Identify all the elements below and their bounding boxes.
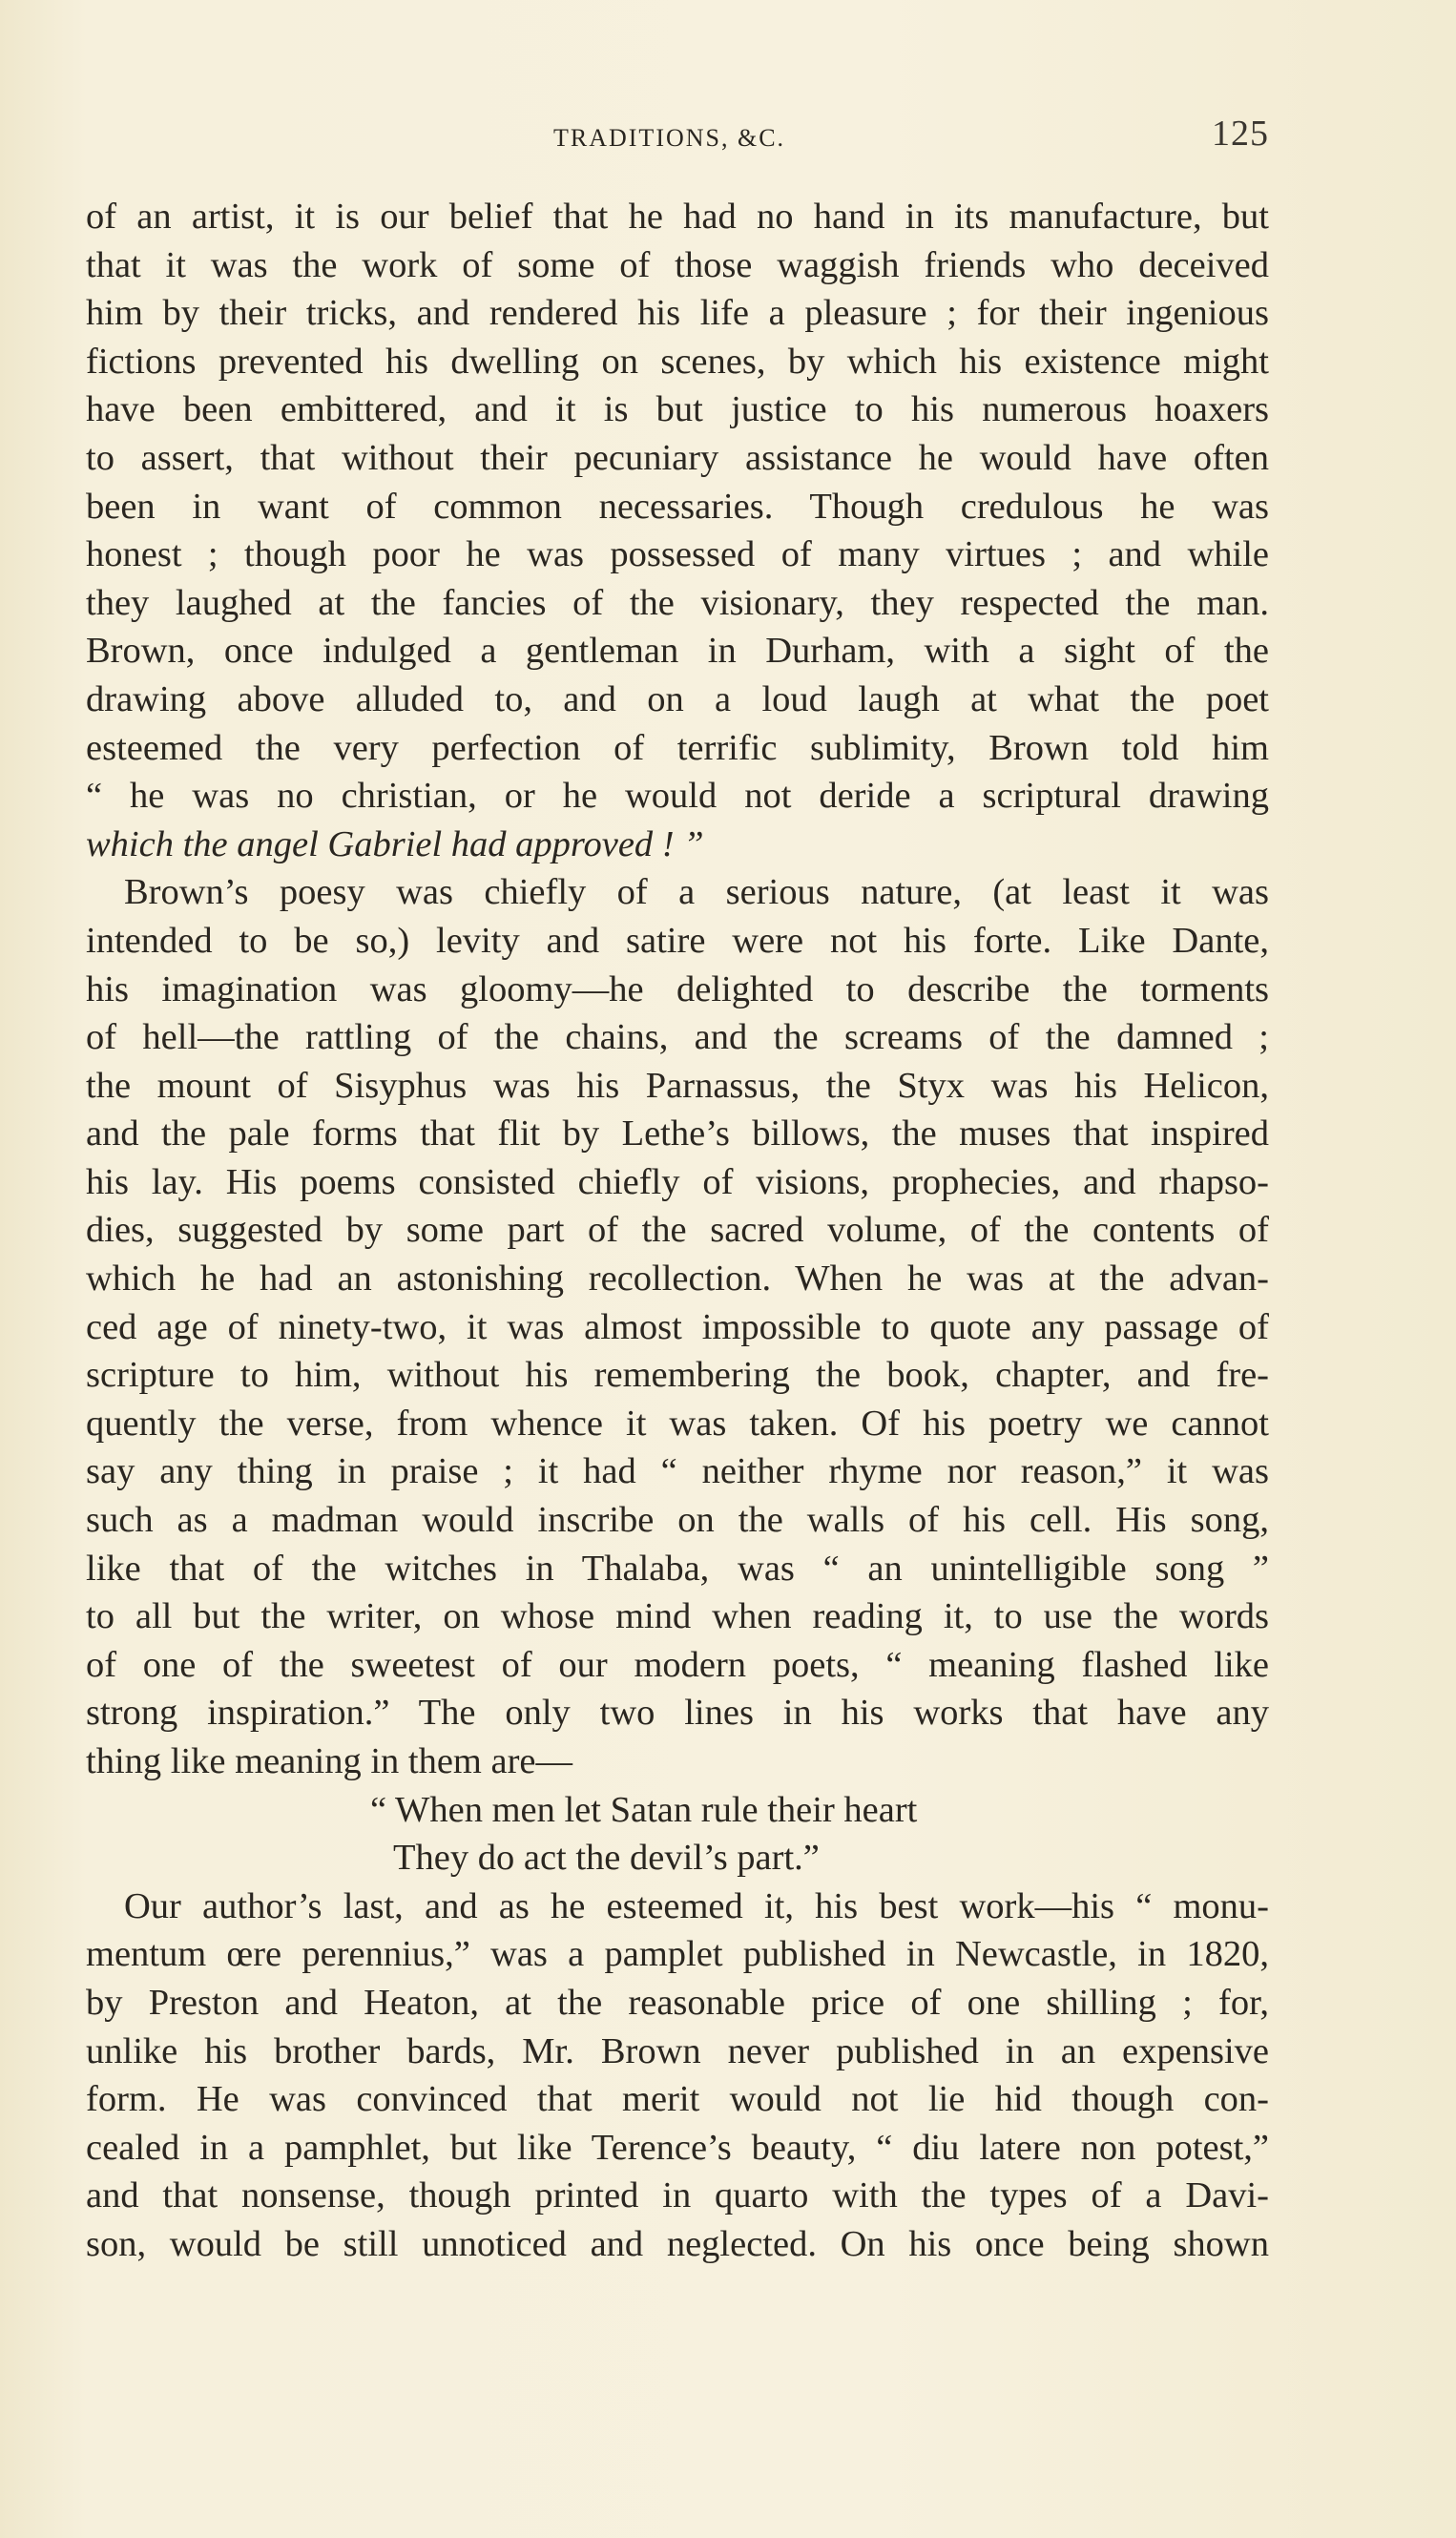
text-line: such as a madman would inscribe on the walls of his cell. His song,	[86, 1500, 1269, 1541]
text-line: drawing above alluded to, and on a loud laugh at what the poet	[86, 678, 1269, 719]
text-line: intended to be so,) levity and satire were not his forte. Like Dante,	[86, 920, 1269, 961]
text-line: mentum œre perennius,” was a pamplet published in Newcastle, in 1820,	[86, 1934, 1269, 1975]
running-title: TRADITIONS, &C.	[553, 124, 786, 152]
text-line: say any thing in praise ; it had “ neither rhyme nor reason,” it was	[86, 1451, 1269, 1492]
text-line: of hell—the rattling of the chains, and the screams of the damned ;	[86, 1017, 1269, 1058]
text-line: they laughed at the fancies of the visionary, they respected the man.	[86, 582, 1269, 623]
text-line: son, would be still unnoticed and neglected. On his once being shown	[86, 2223, 1269, 2264]
text-line: of an artist, it is our belief that he had no hand in its manufacture, but	[86, 197, 1269, 237]
text-line: and that nonsense, though printed in quarto with the types of a Davi-	[86, 2175, 1269, 2216]
text-line: ced age of ninety-two, it was almost impossible to quote any passage of	[86, 1306, 1269, 1347]
text-line: dies, suggested by some part of the sacred volume, of the contents of	[86, 1210, 1269, 1251]
text-line: to assert, that without their pecuniary assistance he would have often	[86, 437, 1269, 478]
text-line: like that of the witches in Thalaba, was “ an unintelligible song ”	[86, 1548, 1269, 1589]
text-line: and the pale forms that flit by Lethe’s billows, the muses that inspired	[86, 1113, 1269, 1155]
text-line-italic-quote: which the angel Gabriel had approved ! ”	[86, 823, 704, 864]
text-line: his lay. His poems consisted chiefly of visions, prophecies, and rhapso-	[86, 1161, 1269, 1202]
text-line: strong inspiration.” The only two lines in his works that have any	[86, 1693, 1269, 1734]
page-number: 125	[1212, 114, 1269, 154]
text-line: which he had an astonishing recollection. When he was at the advan-	[86, 1259, 1269, 1300]
verse-line: They do act the devil’s part.”	[393, 1838, 820, 1879]
text-line: “ he was no christian, or he would not deride a scriptural drawing	[86, 776, 1269, 817]
text-line: thing like meaning in them are—	[86, 1741, 572, 1781]
text-line: him by their tricks, and rendered his life a pleasure ; for their ingenious	[86, 293, 1269, 334]
text-line: form. He was convinced that merit would not lie hid though con-	[86, 2079, 1269, 2120]
body-text	[86, 193, 1269, 2269]
text-line: esteemed the very perfection of terrific sublimity, Brown told him	[86, 727, 1269, 768]
text-line: his imagination was gloomy—he delighted to describe the torments	[86, 968, 1269, 1009]
text-line: the mount of Sisyphus was his Parnassus, the Styx was his Helicon,	[86, 1065, 1269, 1106]
paragraph-start: Our author’s last, and as he esteemed it, his best work—his “ monu-	[124, 1885, 1269, 1926]
text-line: by Preston and Heaton, at the reasonable price of one shilling ; for,	[86, 1982, 1269, 2023]
text-line: been in want of common necessaries. Though credulous he was	[86, 486, 1269, 527]
text-line: unlike his brother bards, Mr. Brown never published in an expensive	[86, 2030, 1269, 2071]
text-line: fictions prevented his dwelling on scenes, by which his existence might	[86, 341, 1269, 382]
text-line: that it was the work of some of those waggish friends who deceived	[86, 244, 1269, 285]
text-line: cealed in a pamphlet, but like Terence’s beauty, “ diu latere non potest,”	[86, 2127, 1269, 2168]
text-line: Brown, once indulged a gentleman in Durham, with a sight of the	[86, 631, 1269, 672]
text-line: honest ; though poor he was possessed of many virtues ; and while	[86, 534, 1269, 575]
text-line: have been embittered, and it is but justice to his numerous hoaxers	[86, 389, 1269, 430]
text-line: of one of the sweetest of our modern poets, “ meaning flashed like	[86, 1644, 1269, 1685]
paragraph-start: Brown’s poesy was chiefly of a serious nature, (at least it was	[124, 872, 1269, 913]
text-line: scripture to him, without his remembering the book, chapter, and fre-	[86, 1355, 1269, 1396]
page-header	[86, 113, 1269, 160]
verse-line: “ When men let Satan rule their heart	[370, 1789, 918, 1830]
text-line: to all but the writer, on whose mind when reading it, to use the words	[86, 1596, 1269, 1637]
text-line: quently the verse, from whence it was taken. Of his poetry we cannot	[86, 1403, 1269, 1444]
